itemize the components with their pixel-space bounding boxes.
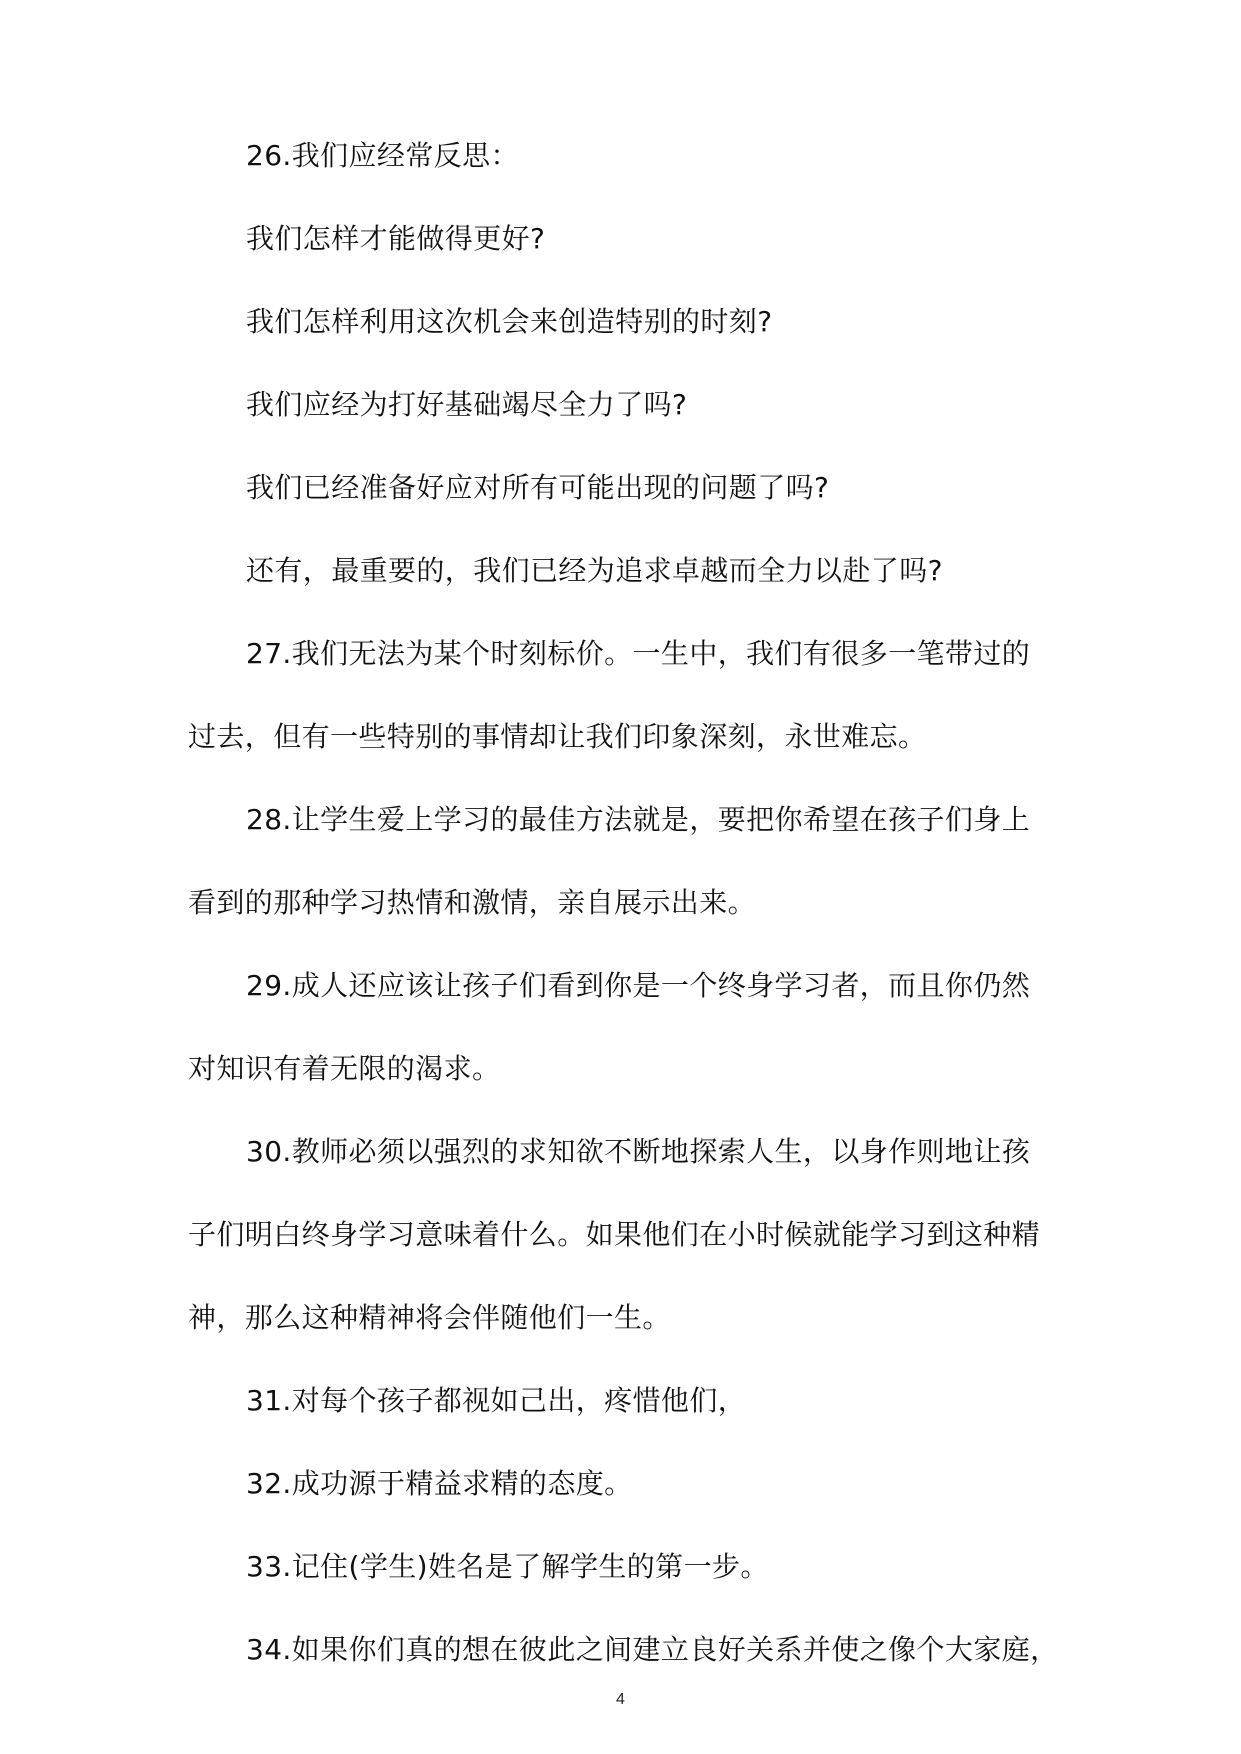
text-line-question-1: 我们怎样才能做得更好? (246, 222, 546, 255)
text-line-30-start: 30.教师必须以强烈的求知欲不断地探索人生，以身作则地让孩 (246, 1135, 1031, 1168)
text-line-29-end: 对知识有着无限的渴求。 (188, 1052, 501, 1085)
text-line-30-middle: 子们明白终身学习意味着什么。如果他们在小时候就能学习到这种精 (188, 1218, 1041, 1251)
text-line-30-end: 神，那么这种精神将会伴随他们一生。 (188, 1301, 671, 1334)
text-line-27-end: 过去，但有一些特别的事情却让我们印象深刻，永世难忘。 (188, 720, 927, 753)
text-line-question-5: 还有，最重要的，我们已经为追求卓越而全力以赴了吗? (246, 554, 943, 587)
text-line-31: 31.对每个孩子都视如己出，疼惜他们， (246, 1384, 747, 1417)
page-number: 4 (616, 1691, 625, 1708)
text-line-28-start: 28.让学生爱上学习的最佳方法就是，要把你希望在孩子们身上 (246, 803, 1031, 836)
text-line-question-2: 我们怎样利用这次机会来创造特别的时刻? (246, 305, 773, 338)
text-line-34: 34.如果你们真的想在彼此之间建立良好关系并使之像个大家庭， (246, 1633, 1059, 1666)
text-line-27-start: 27.我们无法为某个时刻标价。一生中，我们有很多一笔带过的 (246, 637, 1031, 670)
text-line-29-start: 29.成人还应该让孩子们看到你是一个终身学习者，而且你仍然 (246, 969, 1031, 1002)
text-line-32: 32.成功源于精益求精的态度。 (246, 1467, 633, 1500)
text-line-question-4: 我们已经准备好应对所有可能出现的问题了吗? (246, 471, 830, 504)
text-line-33: 33.记住(学生)姓名是了解学生的第一步。 (246, 1550, 769, 1583)
text-line-question-3: 我们应经为打好基础竭尽全力了吗? (246, 388, 688, 421)
text-line-26-title: 26.我们应经常反思： (246, 139, 519, 172)
text-line-28-end: 看到的那种学习热情和激情，亲自展示出来。 (188, 886, 757, 919)
